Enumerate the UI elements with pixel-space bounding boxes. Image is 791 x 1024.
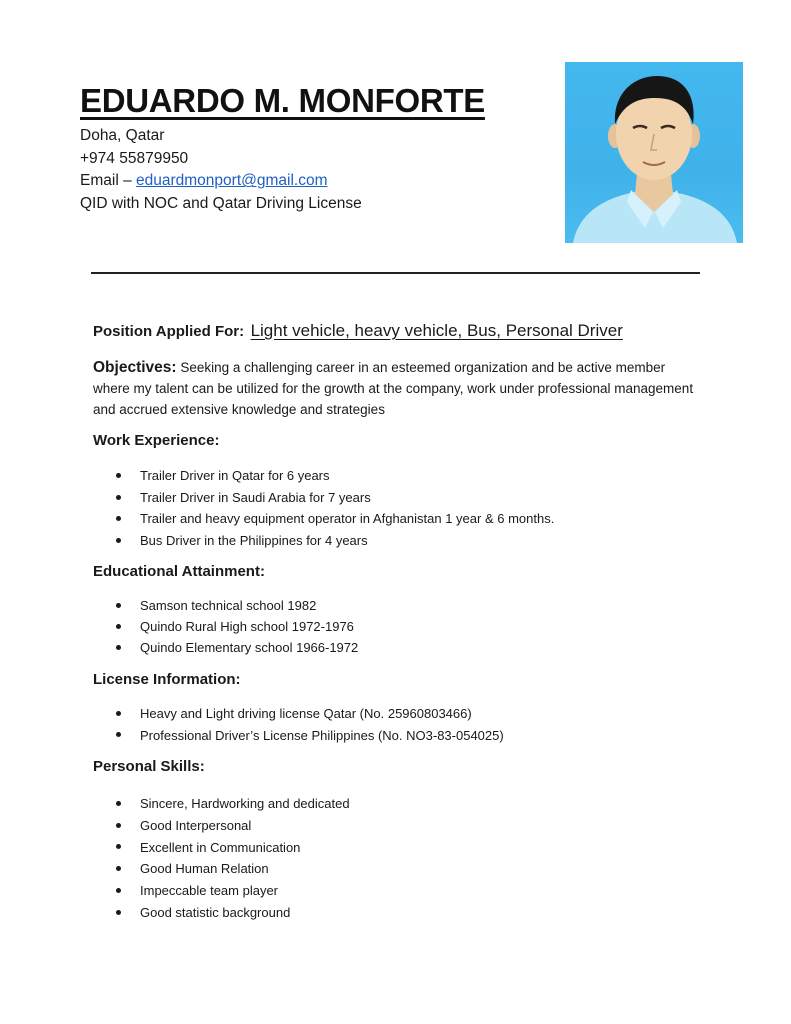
position-value: Light vehicle, heavy vehicle, Bus, Personal Driver [250, 321, 623, 340]
education-heading: Educational Attainment: [93, 563, 265, 580]
list-item: Good Human Relation [116, 858, 350, 880]
list-item: Trailer and heavy equipment operator in Afghanistan 1 year & 6 months. [116, 508, 554, 530]
applicant-name: EDUARDO M. MONFORTE [80, 82, 485, 119]
email-link[interactable]: eduardmonport@gmail.com [136, 172, 328, 190]
license-list [116, 703, 504, 746]
header-divider [91, 272, 700, 274]
email-prefix: Email – [80, 172, 132, 190]
email-line [80, 170, 362, 193]
list-item: Bus Driver in the Philippines for 4 years [116, 530, 554, 552]
work-experience-heading: Work Experience: [93, 432, 220, 449]
list-item: Trailer Driver in Saudi Arabia for 7 years [116, 487, 554, 509]
phone-text: +974 55879950 [80, 149, 189, 167]
objectives-text: Seeking a challenging career in an esteemed organization and be active member where my talent can be utilized for the growth at the company, work under professional management and accrued extensive knowledge and strategies [93, 360, 694, 417]
position-applied [93, 321, 623, 341]
portrait-illustration [565, 62, 743, 243]
list-item: Quindo Rural High school 1972-1976 [116, 617, 358, 638]
objectives-paragraph [93, 357, 703, 420]
objectives-label: Objectives: [93, 359, 177, 376]
list-item: Professional Driver’s License Philippines (No. NO3-83-054025) [116, 725, 504, 747]
skills-list [116, 793, 350, 924]
qid-note: QID with NOC and Qatar Driving License [80, 195, 362, 213]
list-item: Good Interpersonal [116, 815, 350, 837]
location-text: Doha, Qatar [80, 127, 165, 144]
position-label: Position Applied For: [93, 323, 245, 340]
list-item: Samson technical school 1982 [116, 596, 358, 617]
list-item: Impeccable team player [116, 880, 350, 902]
list-item: Good statistic background [116, 902, 350, 924]
list-item: Excellent in Communication [116, 837, 350, 859]
license-heading: License Information: [93, 671, 241, 688]
list-item: Sincere, Hardworking and dedicated [116, 793, 350, 815]
work-experience-list [116, 465, 554, 552]
profile-photo [565, 62, 743, 243]
list-item: Trailer Driver in Qatar for 6 years [116, 465, 554, 487]
list-item: Quindo Elementary school 1966-1972 [116, 638, 358, 659]
education-list [116, 596, 358, 659]
skills-heading: Personal Skills: [93, 758, 205, 775]
list-item: Heavy and Light driving license Qatar (No. 25960803466) [116, 703, 504, 725]
contact-block [80, 125, 362, 216]
